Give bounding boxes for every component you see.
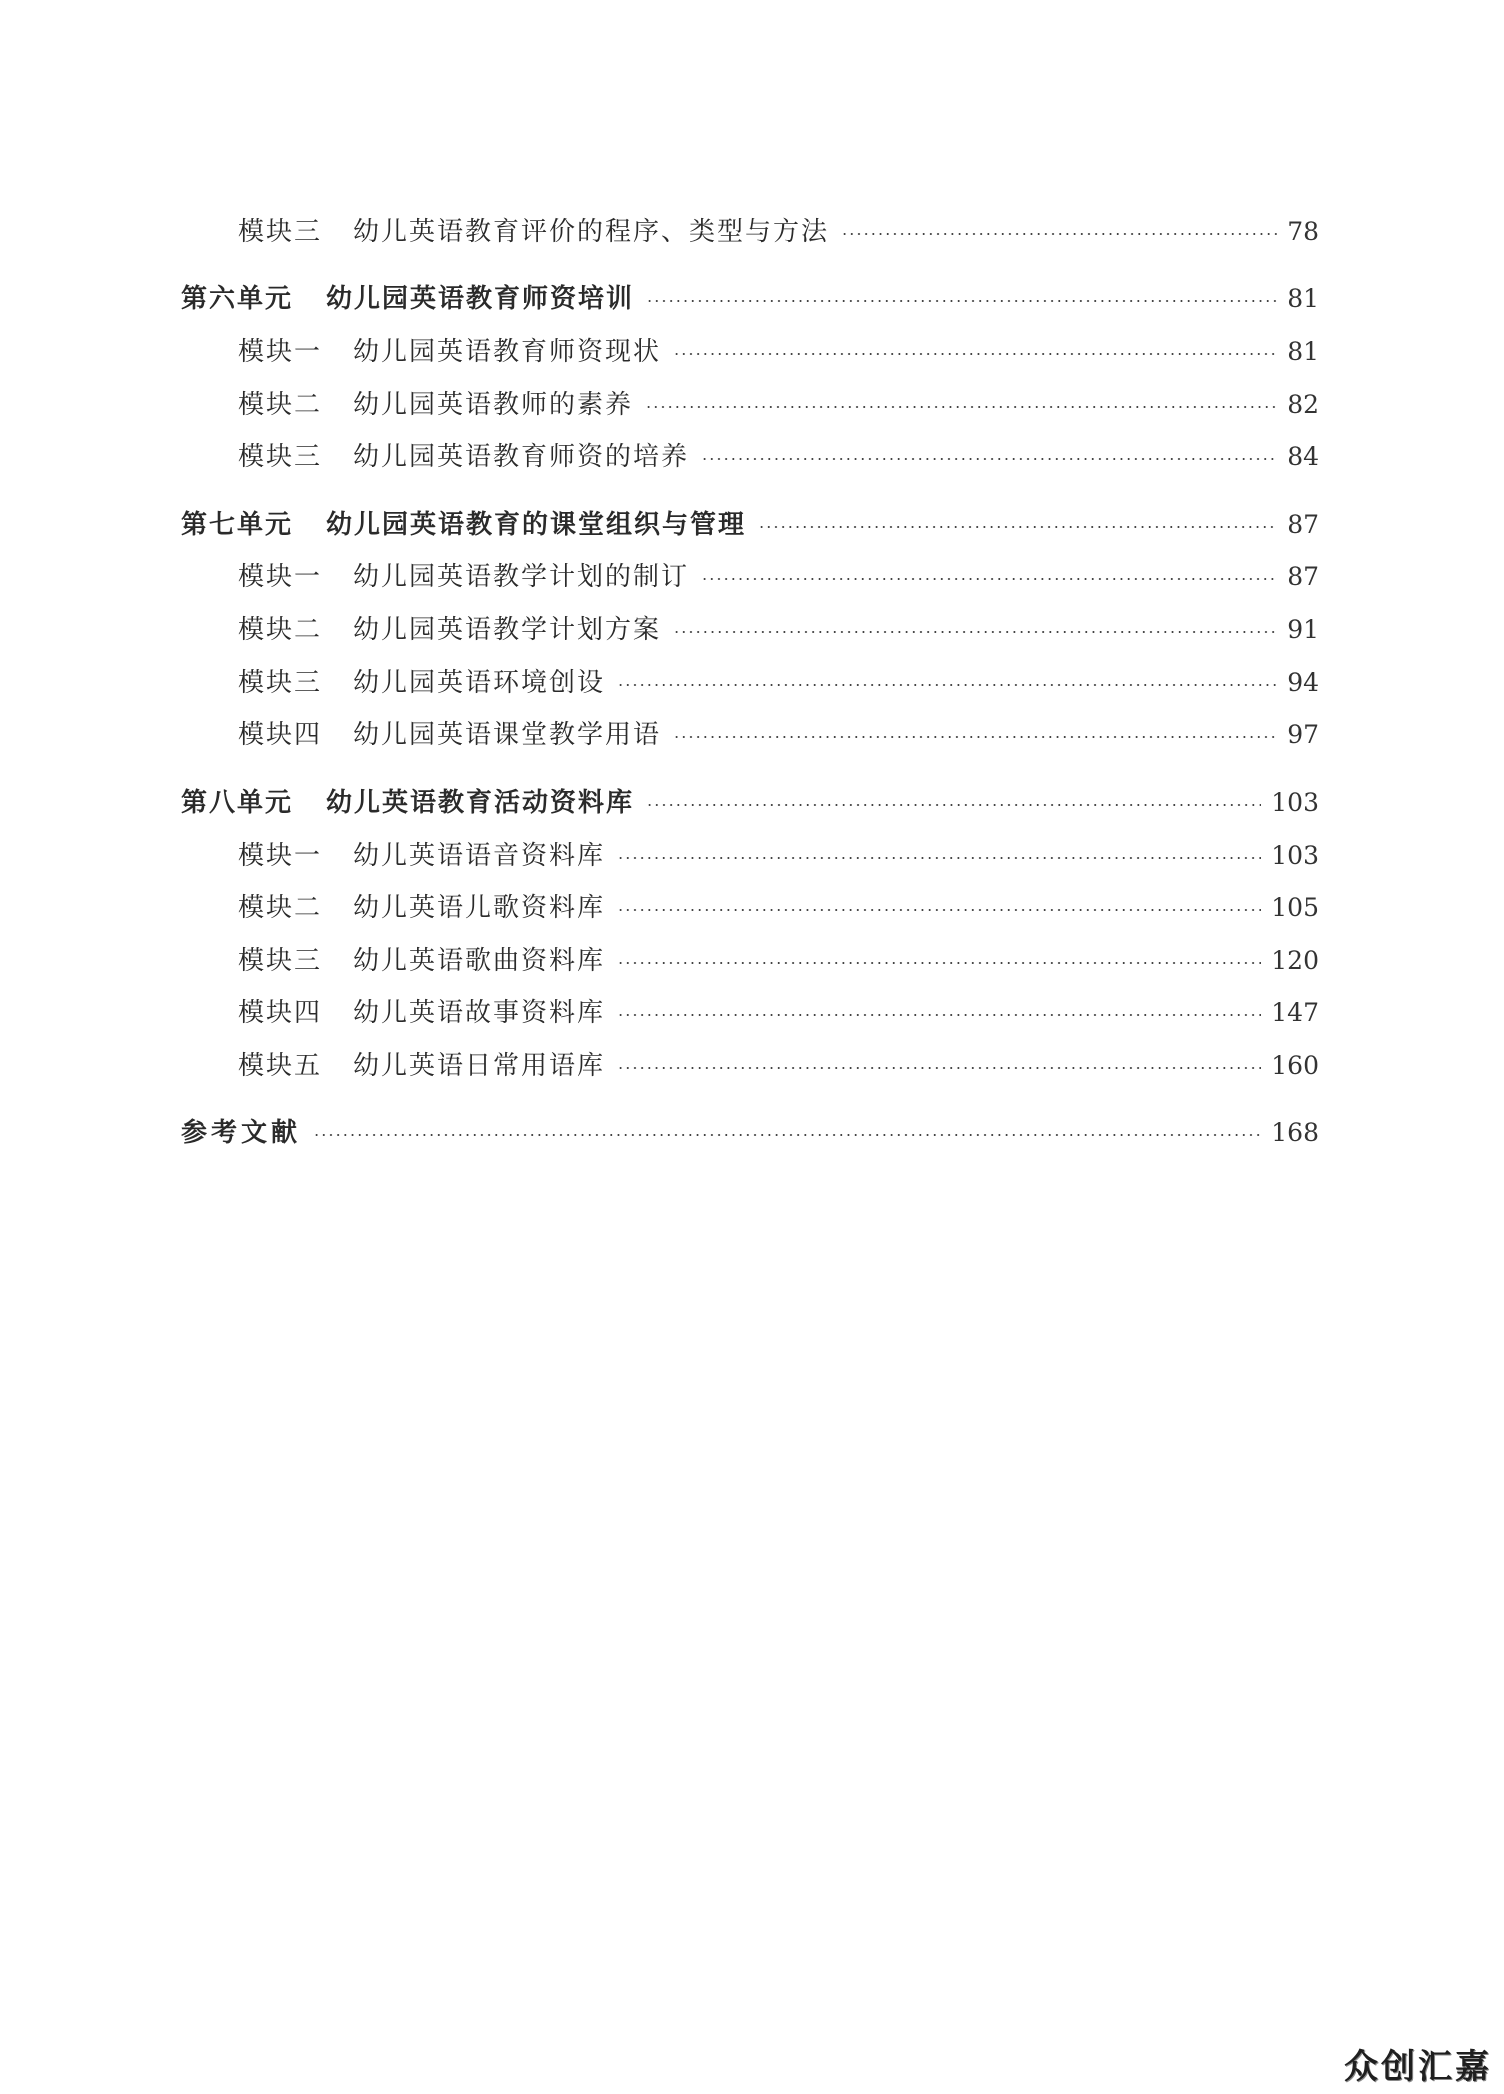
toc-page-number: 78 [1287,217,1319,246]
toc-page-number: 94 [1287,668,1319,697]
dot-leader [701,578,1277,580]
toc-unit-title: 幼儿英语教育活动资料库 [326,788,635,818]
toc-unit-title: 幼儿园英语教育师资培训 [326,284,635,314]
toc-references-title: 参考文献 [181,1118,302,1148]
toc-page-number: 84 [1287,442,1319,471]
dot-leader [617,684,1277,686]
toc-module-title: 幼儿英语歌曲资料库 [353,946,606,976]
toc-module-number: 模块四 [238,998,323,1028]
toc-module-number: 模块一 [238,841,323,871]
toc-page-number: 87 [1287,510,1319,539]
toc-module-number: 模块三 [238,442,323,472]
toc-page-number: 168 [1271,1118,1319,1147]
toc-page-number: 81 [1287,284,1319,313]
toc-entry-unit[interactable] [181,790,1319,816]
toc-unit-title: 幼儿园英语教育的课堂组织与管理 [326,510,747,540]
dot-leader [645,406,1277,408]
toc-module-title: 幼儿英语儿歌资料库 [353,893,606,923]
toc-module-number: 模块三 [238,946,323,976]
toc-module-title: 幼儿园英语教育师资现状 [353,337,662,367]
toc-module-number: 模块二 [238,893,323,923]
dot-leader [617,857,1261,859]
dot-leader [758,526,1277,528]
toc-module-title: 幼儿英语故事资料库 [353,998,606,1028]
toc-module-number: 模块五 [238,1051,323,1081]
toc-entry-module[interactable] [238,444,1319,470]
toc-page-number: 82 [1287,390,1319,419]
dot-leader [841,233,1277,235]
toc-module-title: 幼儿园英语教育师资的培养 [353,442,690,472]
toc-module-number: 模块四 [238,720,323,750]
dot-leader [673,736,1277,738]
toc-unit-number: 第六单元 [181,284,294,314]
dot-leader [646,300,1277,302]
toc-module-number: 模块一 [238,562,323,592]
toc-module-title: 幼儿园英语环境创设 [353,668,606,698]
toc-entry-module[interactable] [238,392,1319,418]
toc-entry-module[interactable] [238,564,1319,590]
toc-module-number: 模块三 [238,217,323,247]
toc-module-number: 模块三 [238,668,323,698]
toc-module-number: 模块一 [238,337,323,367]
toc-entry-module[interactable] [238,843,1319,869]
toc-module-title: 幼儿园英语教师的素养 [353,390,634,420]
toc-module-title: 幼儿英语教育评价的程序、类型与方法 [353,217,830,247]
toc-entry-unit[interactable] [181,512,1319,538]
toc-module-title: 幼儿园英语教学计划方案 [353,615,662,645]
dot-leader [617,1014,1261,1016]
dot-leader [617,962,1261,964]
toc-page-number: 103 [1271,841,1319,870]
toc-entry-module[interactable] [238,339,1319,365]
toc-entry-unit[interactable] [181,286,1319,312]
toc-module-title: 幼儿园英语课堂教学用语 [353,720,662,750]
watermark-logo: 众创汇嘉 [1344,2047,1492,2087]
toc-module-title: 幼儿园英语教学计划的制订 [353,562,690,592]
dot-leader [673,631,1277,633]
toc-page-number: 105 [1271,893,1319,922]
toc-entry-module[interactable] [238,895,1319,921]
toc-module-title: 幼儿英语语音资料库 [353,841,606,871]
toc-entry-module[interactable] [238,948,1319,974]
toc-module-number: 模块二 [238,390,323,420]
toc-page-number: 91 [1287,615,1319,644]
toc-module-title: 幼儿英语日常用语库 [353,1051,606,1081]
toc-page-number: 103 [1271,788,1319,817]
toc-entry-module[interactable] [238,722,1319,748]
toc-page-number: 81 [1287,337,1319,366]
toc-module-number: 模块二 [238,615,323,645]
dot-leader [646,804,1261,806]
dot-leader [617,909,1261,911]
toc-entry-module[interactable] [238,670,1319,696]
toc-unit-number: 第七单元 [181,510,294,540]
dot-leader [617,1067,1261,1069]
dot-leader [313,1134,1261,1136]
toc-entry-references[interactable] [181,1120,1319,1146]
toc-entry-module[interactable] [238,1053,1319,1079]
toc-entry-module[interactable] [238,219,1319,245]
dot-leader [673,353,1277,355]
toc-page-number: 160 [1271,1051,1319,1080]
dot-leader [701,458,1277,460]
toc-entry-module[interactable] [238,1000,1319,1026]
toc-page-number: 147 [1271,998,1319,1027]
toc-entry-module[interactable] [238,617,1319,643]
toc-page-number: 120 [1271,946,1319,975]
toc-page-number: 87 [1287,562,1319,591]
toc-unit-number: 第八单元 [181,788,294,818]
toc-page-number: 97 [1287,720,1319,749]
